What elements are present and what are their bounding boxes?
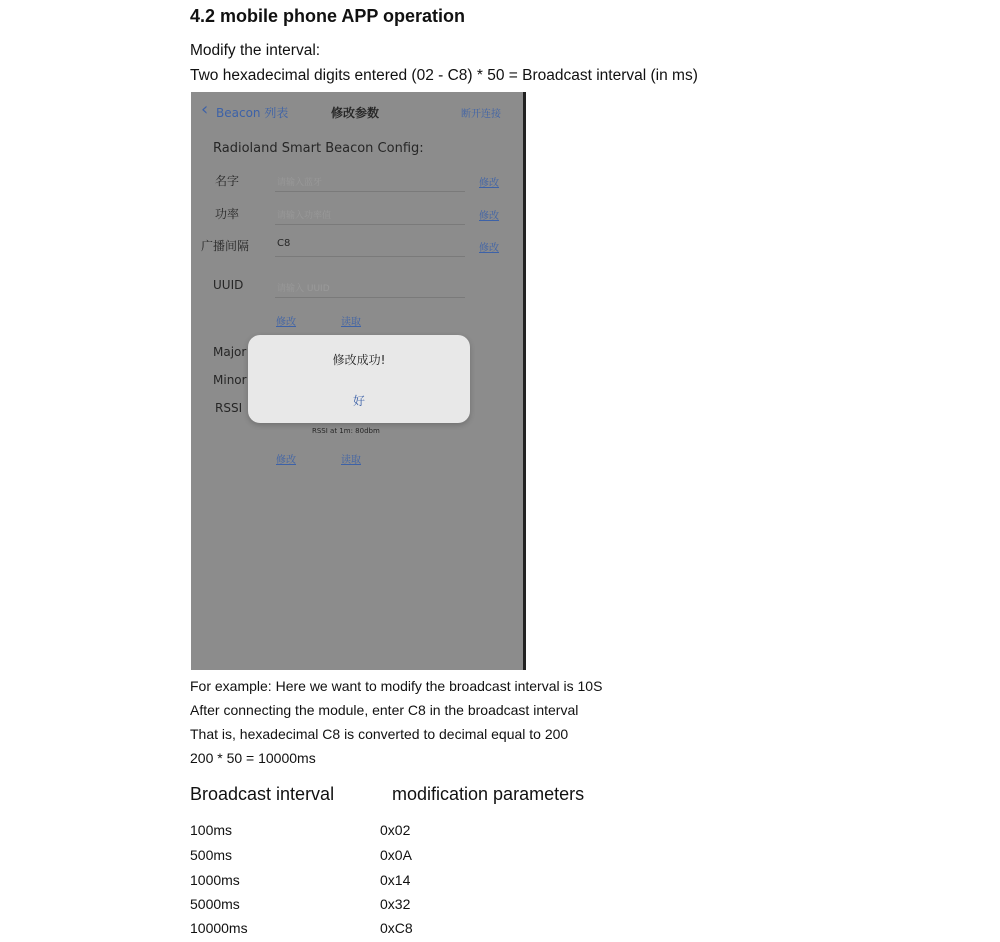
example-line-2: After connecting the module, enter C8 in the broadcast interval [190, 702, 579, 718]
table-header-parameters: modification parameters [392, 784, 585, 804]
table-cell-interval: 100ms [190, 822, 233, 838]
uuid-input-underline [275, 297, 465, 298]
section-heading: 4.2 mobile phone APP operation [190, 6, 466, 26]
table-cell-parameter: 0x0A [380, 847, 412, 863]
example-line-3: That is, hexadecimal C8 is converted to decimal equal to 200 [190, 726, 569, 742]
config-title: Radioland Smart Beacon Config: [213, 141, 424, 156]
name-input-underline [275, 191, 465, 192]
field-label-power: 功率 [215, 207, 240, 221]
table-cell-parameter: 0x32 [380, 896, 411, 912]
bottom-modify-button[interactable]: 修改 [276, 455, 296, 466]
intro-line-1: Modify the interval: [190, 42, 321, 59]
interval-input-underline [275, 256, 465, 257]
bottom-read-button[interactable]: 读取 [341, 455, 361, 466]
field-label-minor: Minor [213, 373, 247, 387]
name-input[interactable]: 请输入蓝牙 [277, 178, 323, 188]
back-button[interactable]: Beacon 列表 [216, 106, 289, 120]
disconnect-button[interactable]: 断开连接 [461, 109, 501, 120]
field-label-interval: 广播间隔 [201, 239, 250, 253]
table-cell-interval: 5000ms [190, 896, 240, 912]
back-chevron-icon[interactable]: ‹ [201, 99, 209, 120]
uuid-read-button[interactable]: 读取 [341, 317, 361, 328]
field-label-rssi: RSSI [215, 401, 243, 415]
name-modify-button[interactable]: 修改 [479, 178, 499, 189]
success-alert-dialog [248, 335, 470, 423]
table-cell-interval: 500ms [190, 847, 233, 863]
table-cell-interval: 1000ms [190, 872, 240, 888]
rssi-note: RSSI at 1m: 80dbm [312, 427, 380, 435]
nav-title: 修改参数 [331, 106, 380, 120]
field-label-uuid: UUID [213, 278, 244, 292]
example-line-1: For example: Here we want to modify the broadcast interval is 10S [190, 678, 603, 694]
alert-message: 修改成功! [332, 353, 386, 367]
example-line-4: 200 * 50 = 10000ms [190, 750, 316, 766]
power-modify-button[interactable]: 修改 [479, 211, 499, 222]
table-cell-parameter: 0x14 [380, 872, 411, 888]
alert-ok-button[interactable]: 好 [352, 394, 365, 408]
interval-modify-button[interactable]: 修改 [479, 243, 499, 254]
field-label-major: Major [213, 345, 247, 359]
table-cell-parameter: 0xC8 [380, 920, 413, 936]
phone-screenshot [191, 92, 526, 670]
interval-input[interactable]: C8 [277, 238, 291, 249]
power-input-underline [275, 224, 465, 225]
table-cell-parameter: 0x02 [380, 822, 411, 838]
field-label-name: 名字 [215, 174, 240, 188]
power-input[interactable]: 请输入功率值 [277, 211, 332, 221]
table-cell-interval: 10000ms [190, 920, 248, 936]
table-header-interval: Broadcast interval [190, 784, 335, 804]
uuid-input[interactable]: 请输入 UUID [277, 284, 330, 294]
uuid-modify-button[interactable]: 修改 [276, 317, 296, 328]
intro-line-2: Two hexadecimal digits entered (02 - C8) * 50 = Broadcast interval (in ms) [190, 67, 698, 84]
